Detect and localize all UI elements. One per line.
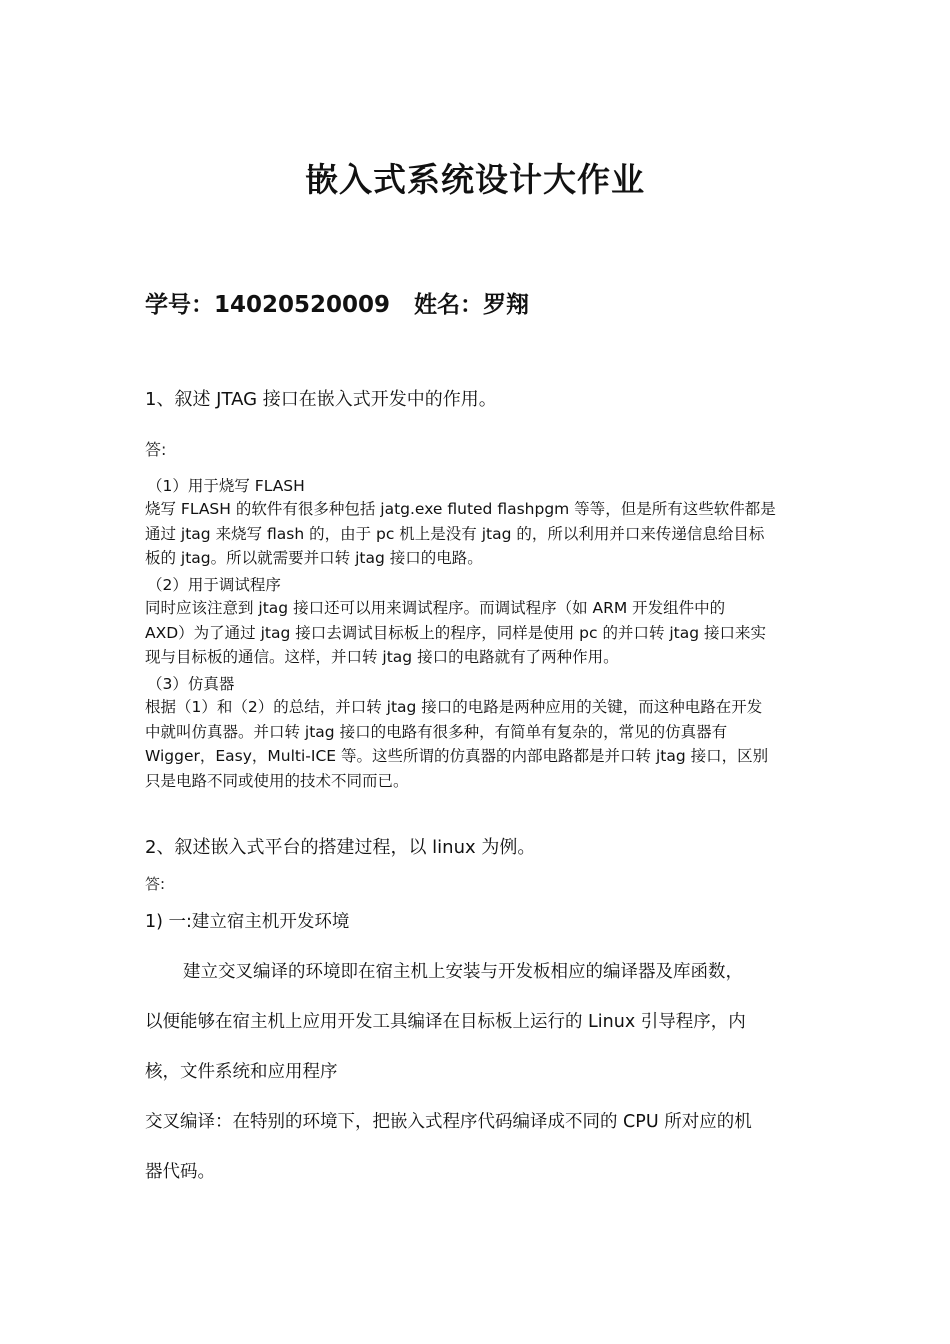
q1-section-3-heading: （3）仿真器 [147,675,235,693]
q1-s1-line-2: 通过 jtag 来烧写 flash 的，由于 pc 机上是没有 jtag 的，所以利用并口来传递信息给目标 [145,524,765,543]
student-name-label: 姓名： [414,292,484,318]
q1-s2-line-1: 同时应该注意到 jtag 接口还可以用来调试程序。而调试程序（如 ARM 开发组件中的 [145,599,726,617]
q1-s3-line-2: 中就叫仿真器。并口转 jtag 接口的电路有很多种，有简单有复杂的，常见的仿真器有 [145,722,728,741]
student-name-value: 罗翔 [483,292,530,318]
question-1: 1、叙述 JTAG 接口在嵌入式开发中的作用。 [145,389,497,410]
student-id-label: 学号： [145,292,214,318]
q1-section-2-heading: （2）用于调试程序 [147,576,281,594]
q1-s3-line-1: 根据（1）和（2）的总结，并口转 jtag 接口的电路是两种应用的关键，而这种电路在开发 [145,698,763,716]
q1-section-3-body [145,695,810,794]
q1-section-1-heading: （1）用于烧写 FLASH [147,477,305,495]
q1-section-2-body [145,596,810,670]
q1-s3-line-4: 只是电路不同或使用的技术不同而已。 [145,772,409,791]
student-id-value: 14020520009 [214,292,391,318]
q2-para-1-line-3: 核，文件系统和应用程序 [145,1062,338,1082]
student-info [145,286,529,319]
q1-s2-line-2: AXD）为了通过 jtag 接口去调试目标板上的程序，同样是使用 pc 的并口转 jtag 接口来实 [145,623,767,642]
q2-para-1-line-1: 建立交叉编译的环境即在宿主机上安装与开发板相应的编译器及库函数， [183,962,743,982]
q1-s3-line-3: Wigger，Easy，Multi-ICE 等。这些所谓的仿真器的内部电路都是并口转 jtag 接口，区别 [145,747,769,766]
q2-para-2-line-1: 交叉编译：在特别的环境下，把嵌入式程序代码编译成不同的 CPU 所对应的机 [145,1112,752,1132]
q2-step-1: 1) 一:建立宿主机开发环境 [145,912,350,932]
q1-s1-line-1: 烧写 FLASH 的软件有很多种包括 jatg.exe fluted flashpgm 等等，但是所有这些软件都是 [145,500,776,518]
q1-section-1-body [145,497,810,571]
q2-para-1-line-2: 以便能够在宿主机上应用开发工具编译在目标板上运行的 Linux 引导程序，内 [145,1012,746,1032]
q1-s1-line-3: 板的 jtag。所以就需要并口转 jtag 接口的电路。 [145,549,483,568]
answer-1-label: 答: [145,440,167,459]
document-title: 嵌入式系统设计大作业 [305,160,645,199]
q2-para-2-line-2: 器代码。 [145,1162,215,1182]
q1-s2-line-3: 现与目标板的通信。这样，并口转 jtag 接口的电路就有了两种作用。 [145,648,619,667]
answer-2-label: 答: [145,875,166,893]
question-2: 2、叙述嵌入式平台的搭建过程，以 linux 为例。 [145,837,536,858]
